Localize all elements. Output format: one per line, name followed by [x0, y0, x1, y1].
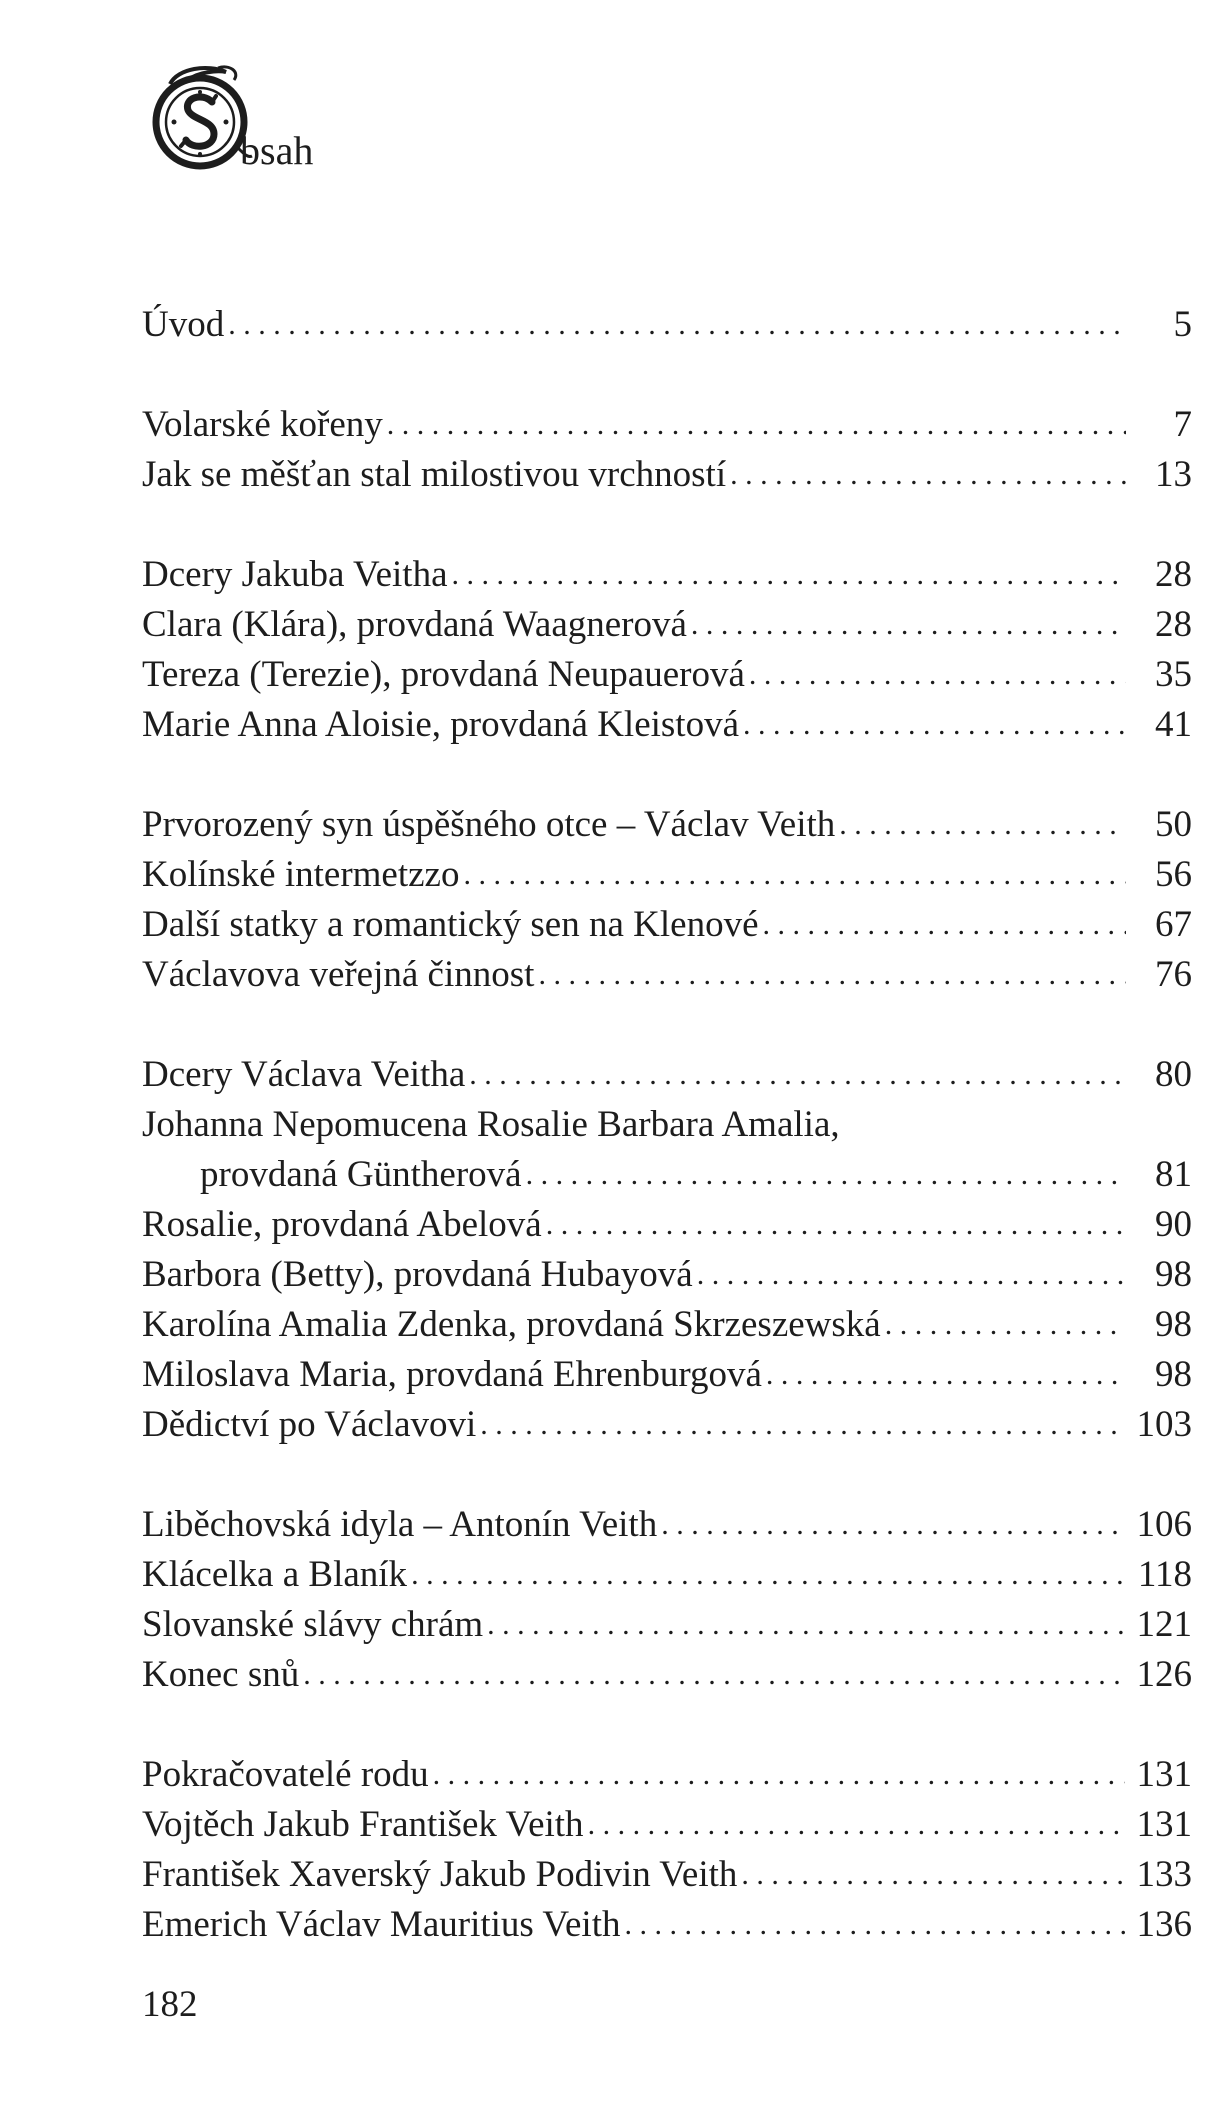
toc-entry-page: 28 — [1155, 604, 1192, 645]
toc-entry[interactable] — [142, 1600, 1192, 1650]
toc-entry-page: 121 — [1136, 1604, 1192, 1645]
dot-leader — [463, 850, 1126, 900]
toc-entry[interactable] — [142, 600, 1192, 650]
toc-entry-page: 136 — [1136, 1904, 1192, 1945]
toc-entry-title: Marie Anna Aloisie, provdaná Kleistová — [142, 704, 740, 745]
toc-entry-page: 81 — [1155, 1154, 1192, 1195]
toc-entry-page: 13 — [1155, 454, 1192, 495]
toc-entry-page: 67 — [1155, 904, 1192, 945]
dot-leader — [885, 1300, 1126, 1350]
toc-entry[interactable] — [142, 1750, 1192, 1800]
dot-leader — [749, 650, 1126, 700]
dot-leader — [452, 550, 1127, 600]
toc-entry-title: Slovanské slávy chrám — [142, 1604, 484, 1645]
toc-entry-page: 56 — [1155, 854, 1192, 895]
toc-section — [142, 800, 1192, 1000]
dot-leader — [763, 900, 1127, 950]
toc-entry-page: 133 — [1136, 1854, 1192, 1895]
dot-leader — [228, 300, 1126, 350]
dot-leader — [546, 1200, 1126, 1250]
toc-entry-page: 28 — [1155, 554, 1192, 595]
page-number: 182 — [142, 1984, 198, 2025]
toc-entry-title: František Xaverský Jakub Podivin Veith — [142, 1854, 738, 1895]
toc-entry[interactable] — [142, 1550, 1192, 1600]
heading-text: bsah — [240, 128, 314, 173]
toc-entry[interactable] — [142, 1800, 1192, 1850]
toc-entry-title: Prvorozený syn úspěšného otce – Václav Veith — [142, 804, 836, 845]
toc-entry-title: Úvod — [142, 304, 225, 345]
toc-entry[interactable] — [142, 1400, 1192, 1450]
toc-entry[interactable] — [142, 1300, 1192, 1350]
toc-entry-page: 118 — [1137, 1554, 1192, 1595]
dot-leader — [741, 1850, 1124, 1900]
toc-entry[interactable] — [142, 1050, 1192, 1100]
toc-entry[interactable] — [142, 1150, 1192, 1200]
toc-section — [142, 1050, 1192, 1450]
toc-entry-title: Rosalie, provdaná Abelová — [142, 1204, 542, 1245]
dot-leader — [487, 1600, 1124, 1650]
toc-section — [142, 1500, 1192, 1700]
toc-entry[interactable] — [142, 400, 1192, 450]
toc-entry-title: Další statky a romantický sen na Klenové — [142, 904, 759, 945]
toc-entry[interactable] — [142, 800, 1192, 850]
toc-entry-page: 80 — [1155, 1054, 1192, 1095]
dot-leader — [433, 1750, 1125, 1800]
toc-entry[interactable] — [142, 300, 1192, 350]
toc-entry-page: 7 — [1173, 404, 1192, 445]
dot-leader — [766, 1350, 1126, 1400]
toc-entry-title: Konec snů — [142, 1654, 300, 1695]
toc-entry-page: 106 — [1136, 1504, 1192, 1545]
toc-entry-title: Johanna Nepomucena Rosalie Barbara Amalia, — [142, 1104, 840, 1145]
toc-entry-page: 76 — [1155, 954, 1192, 995]
toc-entry-page: 103 — [1136, 1404, 1192, 1445]
toc-entry-title: Liběchovská idyla – Antonín Veith — [142, 1504, 658, 1545]
toc-entry-page: 5 — [1173, 304, 1192, 345]
contents-heading — [148, 62, 548, 182]
dot-leader — [661, 1500, 1124, 1550]
toc-entry-title: Klácelka a Blaník — [142, 1554, 408, 1595]
dot-leader — [588, 1800, 1125, 1850]
toc-entry[interactable] — [142, 1100, 1192, 1150]
toc-entry-title: Dcery Václava Veitha — [142, 1054, 466, 1095]
toc-entry-page: 131 — [1136, 1754, 1192, 1795]
dot-leader — [691, 600, 1126, 650]
dot-leader — [526, 1150, 1126, 1200]
dot-leader — [469, 1050, 1126, 1100]
toc-entry-title: Pokračovatelé rodu — [142, 1754, 429, 1795]
toc-section — [142, 1750, 1192, 1950]
toc-entry-page: 41 — [1155, 704, 1192, 745]
toc-entry-page: 126 — [1136, 1654, 1192, 1695]
dot-leader — [625, 1900, 1125, 1950]
toc-entry-title: Jak se měšťan stal milostivou vrchností — [142, 454, 727, 495]
toc-entry-page: 98 — [1155, 1254, 1192, 1295]
toc-entry-page: 98 — [1155, 1354, 1192, 1395]
toc-entry-title: Karolína Amalia Zdenka, provdaná Skrzeszewská — [142, 1304, 881, 1345]
dot-leader — [411, 1550, 1126, 1600]
toc-entry-page: 98 — [1155, 1304, 1192, 1345]
toc-entry-title: Volarské kořeny — [142, 404, 383, 445]
toc-entry[interactable] — [142, 900, 1192, 950]
toc-entry[interactable] — [142, 950, 1192, 1000]
toc-entry[interactable] — [142, 1850, 1192, 1900]
toc-section — [142, 550, 1192, 750]
toc-entry[interactable] — [142, 1350, 1192, 1400]
toc-entry-title: Emerich Václav Mauritius Veith — [142, 1904, 621, 1945]
dot-leader — [480, 1400, 1124, 1450]
toc-entry[interactable] — [142, 1250, 1192, 1300]
toc-entry[interactable] — [142, 550, 1192, 600]
toc-entry[interactable] — [142, 1200, 1192, 1250]
toc-entry-title: Miloslava Maria, provdaná Ehrenburgová — [142, 1354, 762, 1395]
toc-entry-title: Kolínské intermetzzo — [142, 854, 460, 895]
toc-entry[interactable] — [142, 1650, 1192, 1700]
dot-leader — [839, 800, 1126, 850]
toc-entry-title: Václavova veřejná činnost — [142, 954, 535, 995]
toc-entry-title: Tereza (Terezie), provdaná Neupauerová — [142, 654, 745, 695]
toc-entry[interactable] — [142, 700, 1192, 750]
dot-leader — [303, 1650, 1124, 1700]
dot-leader — [730, 450, 1126, 500]
toc-entry[interactable] — [142, 850, 1192, 900]
dot-leader — [538, 950, 1126, 1000]
toc-section — [142, 400, 1192, 500]
toc-entry-title: Dcery Jakuba Veitha — [142, 554, 448, 595]
toc-section — [142, 300, 1192, 350]
toc-entry-page: 131 — [1136, 1804, 1192, 1845]
toc-entry-title: Vojtěch Jakub František Veith — [142, 1804, 584, 1845]
toc-entry-title: provdaná Güntherová — [200, 1154, 522, 1195]
dot-leader — [387, 400, 1126, 450]
toc-entry-title: Barbora (Betty), provdaná Hubayová — [142, 1254, 693, 1295]
toc-entry-page: 35 — [1155, 654, 1192, 695]
dot-leader — [743, 700, 1126, 750]
toc-entry-page: 90 — [1155, 1204, 1192, 1245]
toc-entry[interactable] — [142, 1500, 1192, 1550]
toc-entry-title: Clara (Klára), provdaná Waagnerová — [142, 604, 687, 645]
toc-entry-title: Dědictví po Václavovi — [142, 1404, 477, 1445]
toc-entry[interactable] — [142, 650, 1192, 700]
dot-leader — [697, 1250, 1126, 1300]
table-of-contents — [142, 300, 1192, 2000]
toc-entry[interactable] — [142, 1900, 1192, 1950]
toc-entry[interactable] — [142, 450, 1192, 500]
toc-entry-page: 50 — [1155, 804, 1192, 845]
